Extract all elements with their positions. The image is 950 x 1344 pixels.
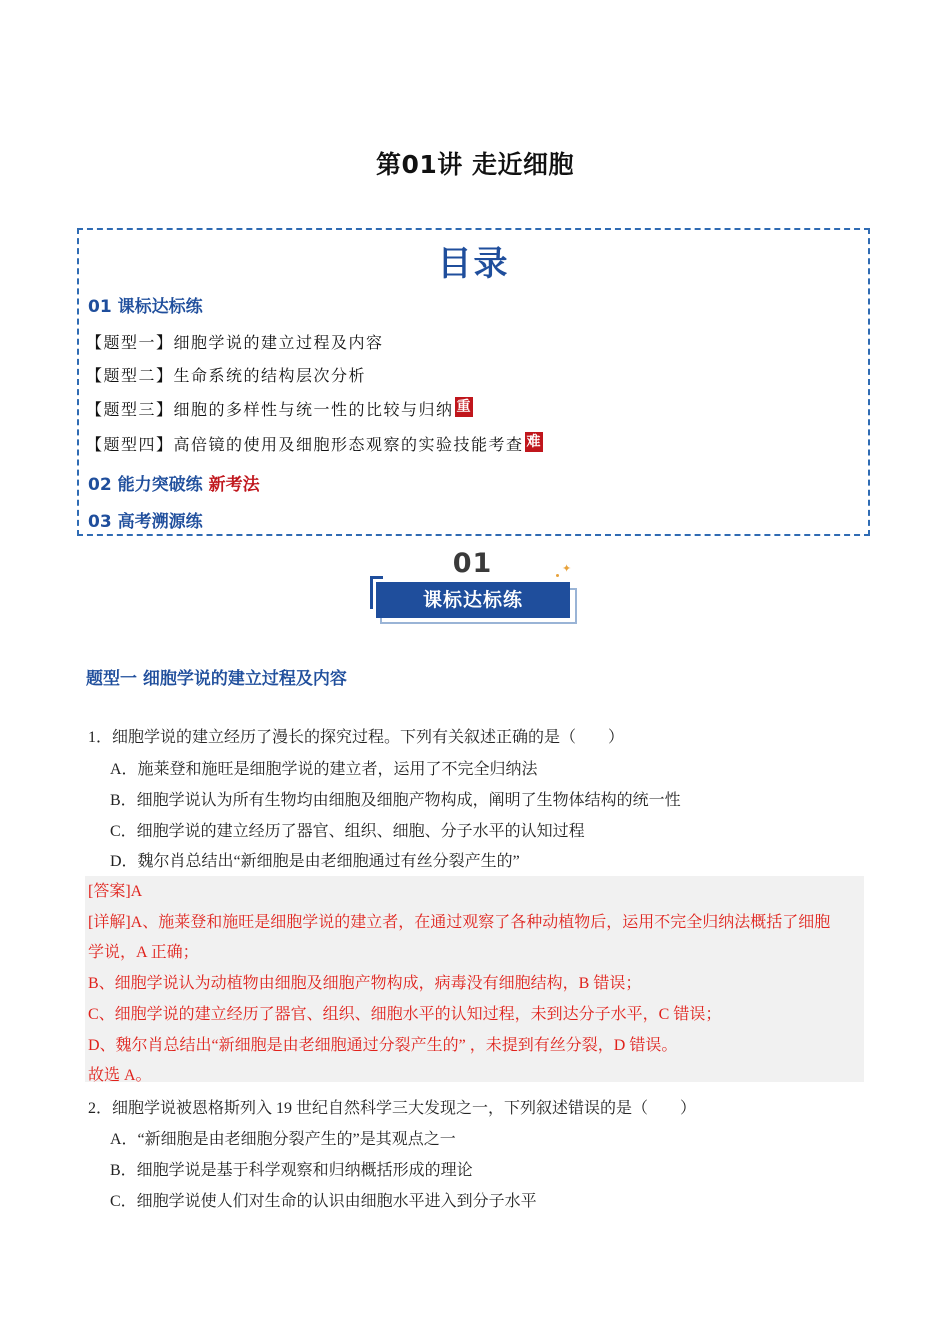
banner-number: 01 <box>452 548 493 579</box>
toc-item-label: 【题型二】生命系统的结构层次分析 <box>86 366 367 385</box>
answer-line: 故选 A。 <box>88 1067 152 1084</box>
toc-section-3[interactable]: 03 高考溯源练 <box>88 512 203 532</box>
answer-line: D、魏尔肖总结出“新细胞是由老细胞通过分裂产生的” ，未提到有丝分裂，D 错误。 <box>88 1037 678 1054</box>
answer-line: [答案]A <box>88 883 143 900</box>
question-stem: 2．细胞学说被恩格斯列入 19 世纪自然科学三大发现之一，下列叙述错误的是（ ） <box>88 1100 697 1117</box>
question-option: C．细胞学说使人们对生命的认识由细胞水平进入到分子水平 <box>110 1193 537 1210</box>
section-banner <box>370 548 580 626</box>
question-option: A．“新细胞是由老细胞分裂产生的”是其观点之一 <box>110 1131 456 1148</box>
answer-line: [详解]A、施莱登和施旺是细胞学说的建立者，在通过观察了各种动植物后，运用不完全归纳法概括了细胞 <box>88 914 831 931</box>
question-option: A．施莱登和施旺是细胞学说的建立者，运用了不完全归纳法 <box>110 761 538 778</box>
toc-item[interactable] <box>86 397 473 420</box>
question-option: C．细胞学说的建立经历了器官、组织、细胞、分子水平的认知过程 <box>110 823 585 840</box>
answer-line: 学说，A 正确； <box>88 944 199 961</box>
question-type-heading: 题型一 细胞学说的建立过程及内容 <box>86 669 347 689</box>
toc-item[interactable] <box>86 432 543 455</box>
toc-section-1[interactable]: 01 课标达标练 <box>88 297 203 317</box>
toc-heading: 目录 <box>437 244 510 284</box>
difficult-badge: 难 <box>526 434 541 450</box>
banner-label: 课标达标练 <box>376 582 570 618</box>
key-point-badge: 重 <box>456 399 471 415</box>
page-title: 第01讲 走近细胞 <box>376 150 574 179</box>
new-method-badge: 新考法 <box>208 475 260 495</box>
question-option: B．细胞学说是基于科学观察和归纳概括形成的理论 <box>110 1162 473 1179</box>
table-of-contents <box>77 228 870 536</box>
sparkle-icon: ✦ <box>562 563 572 575</box>
answer-line: B、细胞学说认为动植物由细胞及细胞产物构成，病毒没有细胞结构，B 错误； <box>88 975 642 992</box>
answer-line: C、细胞学说的建立经历了器官、组织、细胞水平的认知过程，未到达分子水平，C 错误； <box>88 1006 722 1023</box>
toc-item-label: 【题型一】细胞学说的建立过程及内容 <box>86 333 384 352</box>
question-option: D．魏尔肖总结出“新细胞是由老细胞通过有丝分裂产生的” <box>110 853 520 870</box>
dot-icon <box>556 574 559 577</box>
toc-item[interactable] <box>86 330 384 353</box>
toc-section-2-label: 02 能力突破练 <box>88 475 203 495</box>
question-option: B．细胞学说认为所有生物均由细胞及细胞产物构成，阐明了生物体结构的统一性 <box>110 792 681 809</box>
toc-item[interactable] <box>86 363 366 386</box>
toc-section-2[interactable] <box>88 470 260 495</box>
question-stem: 1．细胞学说的建立经历了漫长的探究过程。下列有关叙述正确的是（ ） <box>88 729 625 746</box>
toc-item-label: 【题型三】细胞的多样性与统一性的比较与归纳 <box>86 400 454 419</box>
toc-item-label: 【题型四】高倍镜的使用及细胞形态观察的实验技能考查 <box>86 435 524 454</box>
answer-explanation <box>85 876 864 1082</box>
